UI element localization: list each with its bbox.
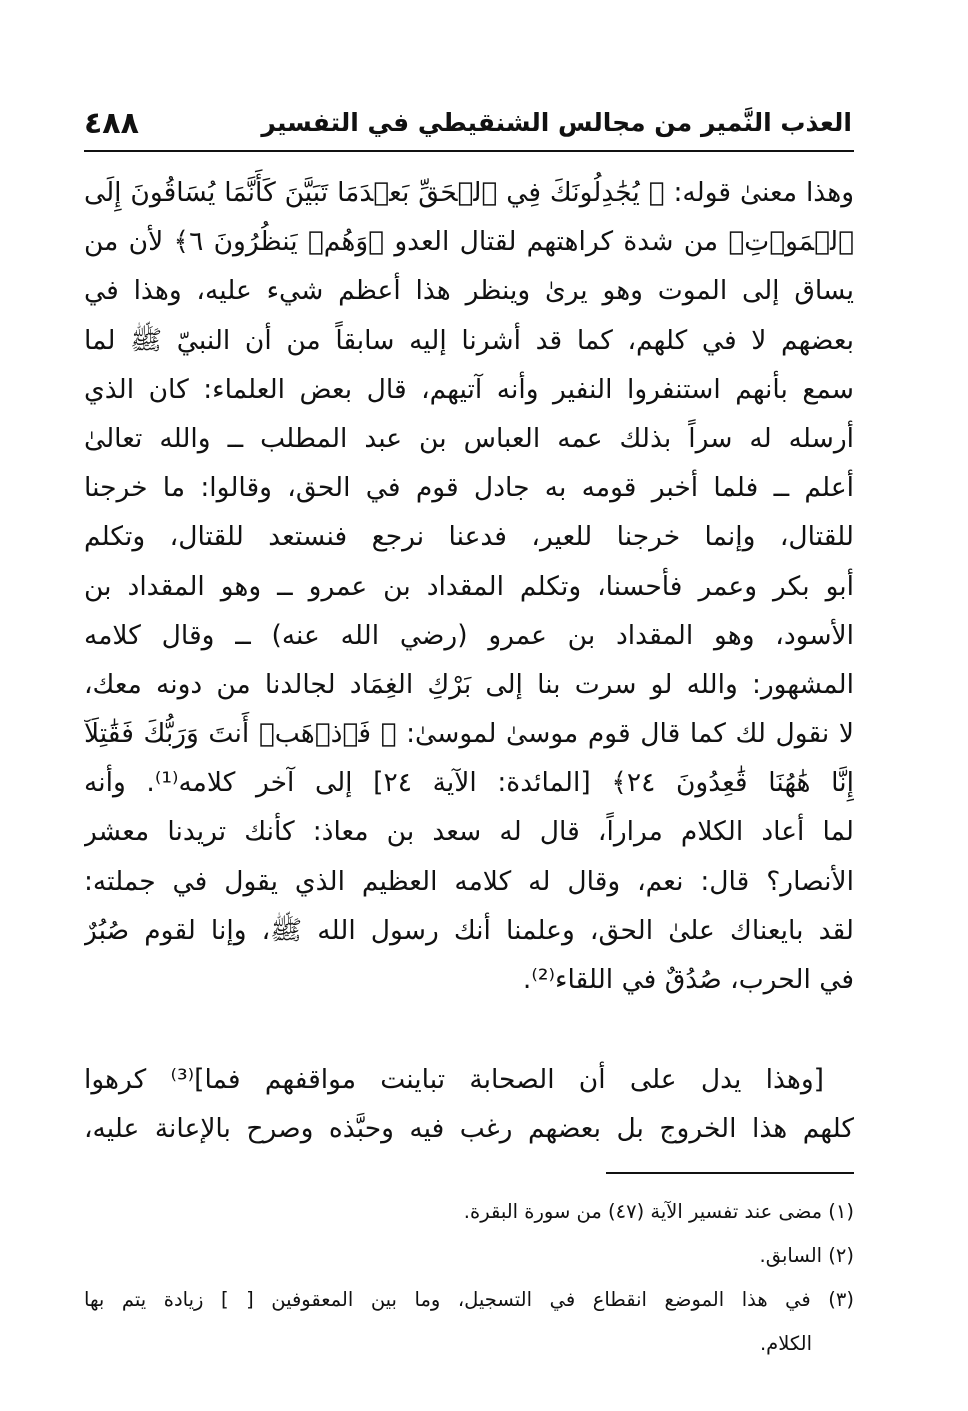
text-line: لقد بايعناك علىٰ الحق، وعلمنا أنك رسول الله ﷺ، وإنا لقوم صُبُرٌ <box>84 914 854 946</box>
text-line: الأنصار؟ قال: نعم، وقال له كلامه العظيم الذي يقول في جملته: <box>84 865 854 897</box>
text-line: للقتال، وإنما خرجنا للعير، فدعنا نرجع فنستعد للقتال، وتكلم <box>84 521 854 553</box>
text-line: ٱلۡمَوۡتِ﴾ من شدة كراهتهم لقتال العدو ﴿وَهُمۡ يَنظُرُونَ ٦﴾ لأن من <box>84 226 854 258</box>
text-line: أعلم ــ فلما أخبر قومه به جادل قوم في الحق، وقالوا: ما خرجنا <box>84 472 854 504</box>
text-line: سمع بأنهم استنفروا النفير وأنه آتيهم، قال بعض العلماء: كان الذي <box>84 373 854 405</box>
text-line: لما أعاد الكلام مراراً، قال له سعد بن معاذ: كأنك تريدنا معشر <box>84 816 854 848</box>
page-number: ٤٨٨ <box>84 106 139 141</box>
footnote-2: (٢) السابق. <box>759 1244 854 1267</box>
footnote-3-continuation: الكلام. <box>759 1332 812 1355</box>
text-line: كلهم هذا الخروج بل بعضهم رغب فيه وحبَّذه وصرح بالإعانة عليه، <box>84 1113 854 1145</box>
running-title: العذب النَّمير من مجالس الشنقيطي في التفسير <box>261 108 852 137</box>
footnote-1: (١) مضى عند تفسير الآية (٤٧) من سورة البقرة. <box>463 1200 854 1223</box>
text-line: بعضهم لا في كلهم، كما قد أشرنا إليه سابقاً من أن النبيّ ﷺ لما <box>84 324 854 356</box>
text-line: أرسله له سراً بذلك عمه العباس بن عبد المطلب ــ والله تعالىٰ <box>84 422 854 454</box>
footnotes <box>84 1190 854 1366</box>
footnote-3: (٣) في هذا الموضع انقطاع في التسجيل، وما بين المعقوفين [ ] زيادة يتم بها <box>84 1288 854 1311</box>
text-line: الأسود، وهو المقداد بن عمرو (رضي الله عنه) ــ وقال كلامه <box>84 619 854 651</box>
text-line: إِنَّا هَٰهُنَا قَٰعِدُونَ ٢٤﴾ [المائدة: الآية ٢٤] إلى آخر كلامه⁽¹⁾. وأنه <box>84 767 854 799</box>
second-paragraph <box>84 1055 854 1153</box>
text-line: وهذا معنىٰ قوله: ﴿ يُجَٰدِلُونَكَ فِي ٱلۡحَقِّ بَعۡدَمَا تَبَيَّنَ كَأَنَّمَا يُسَاقُونَ إِلَى <box>84 177 854 208</box>
text-line: [وهذا يدل على أن الصحابة تباينت مواقفهم فما]⁽³⁾ كرهوا <box>84 1064 825 1095</box>
page-header <box>84 104 854 152</box>
text-line: المشهور: والله لو سرت بنا إلى بَرْكِ الغِمَاد لجالدنا من دونه معك، <box>84 668 854 700</box>
text-line: لا نقول لك كما قال قوم موسىٰ لموسىٰ: ﴿ فَٱذۡهَبۡ أَنتَ وَرَبُّكَ فَقَٰتِلَآ <box>84 718 854 750</box>
text-line: في الحرب، صُدُقٌ في اللقاء⁽²⁾. <box>522 964 854 995</box>
main-paragraph <box>84 168 854 1004</box>
footnote-divider <box>606 1172 854 1174</box>
text-line: يساق إلى الموت وهو يرىٰ وينظر هذا أعظم شيء عليه، وهذا في <box>84 275 854 307</box>
text-line: أبو بكر وعمر فأحسنا، وتكلم المقداد بن عمرو ــ وهو المقداد بن <box>84 570 854 602</box>
